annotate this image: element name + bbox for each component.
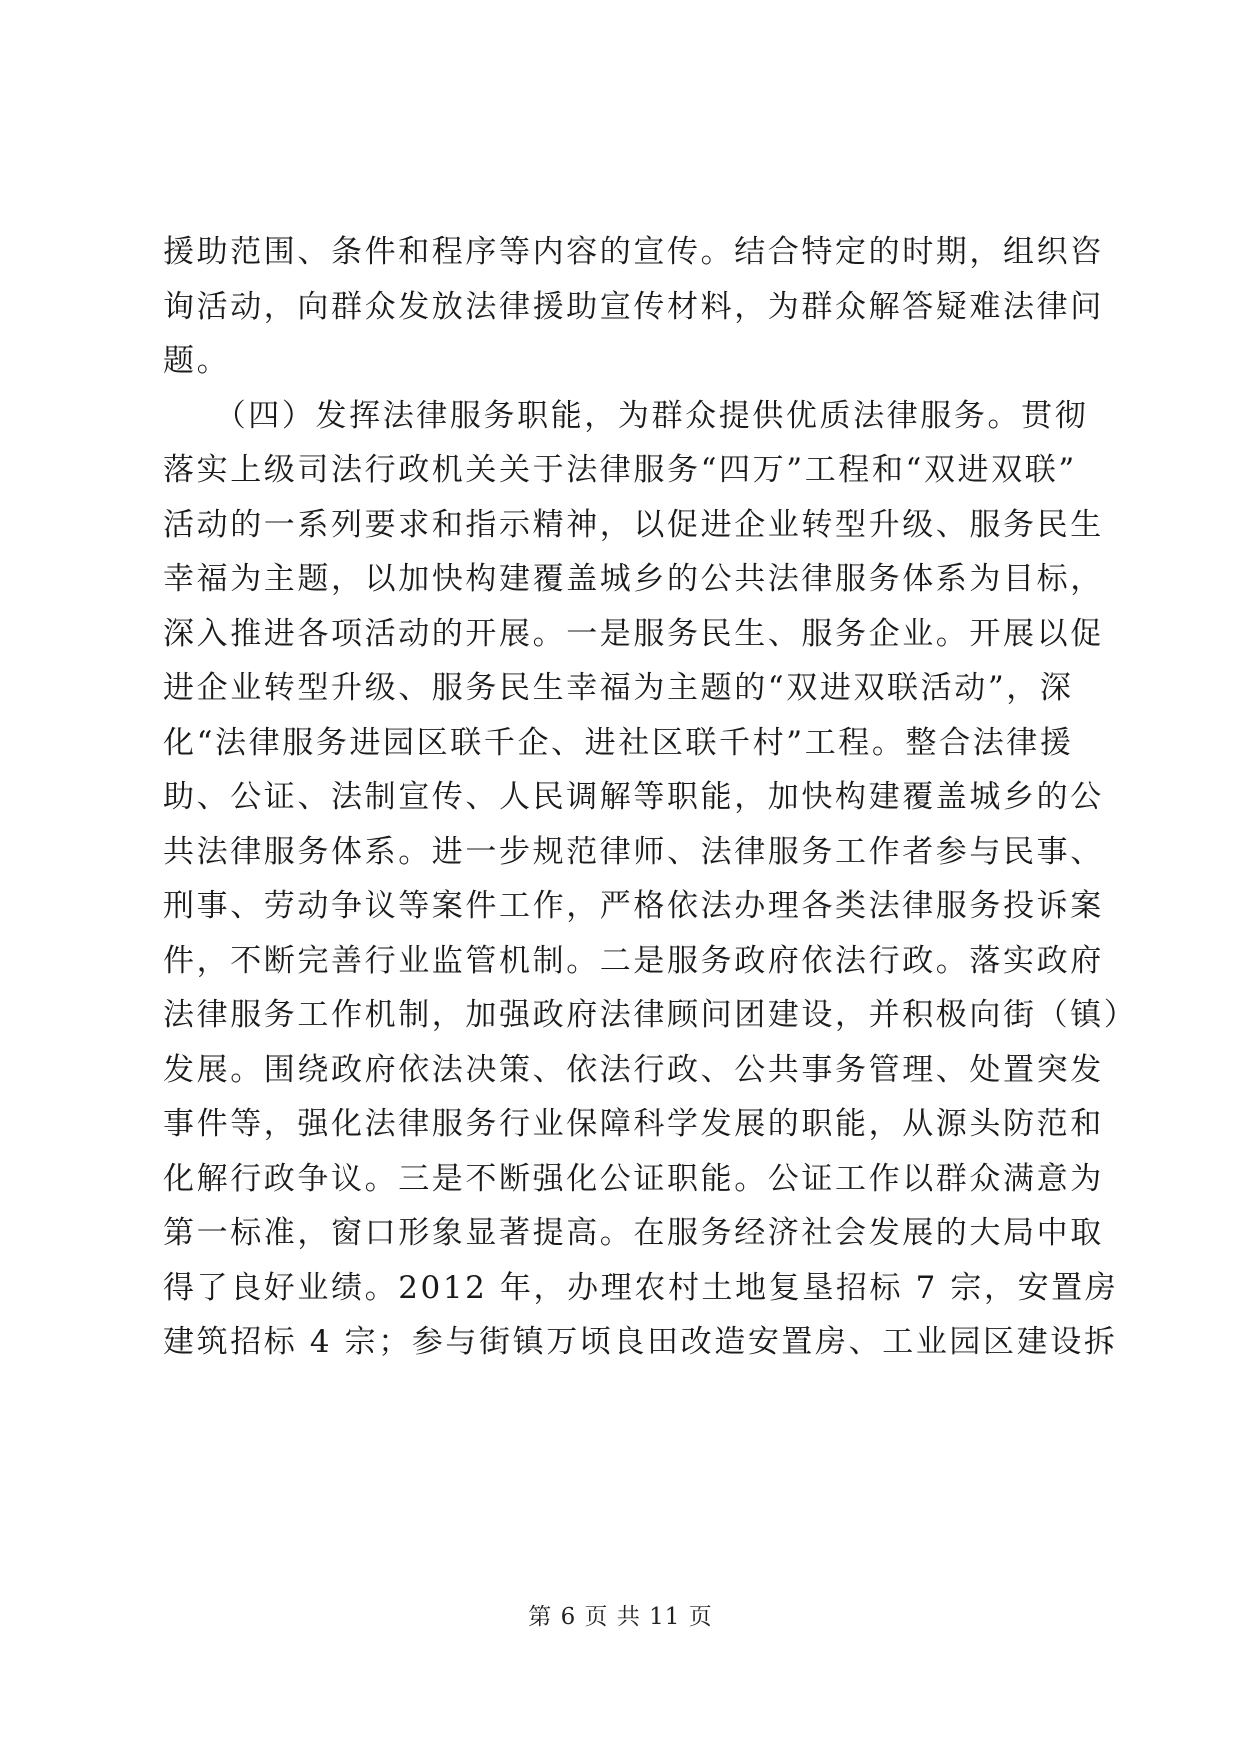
page-number-footer: 第 6 页 共 11 页	[528, 1604, 713, 1630]
text-line: 法律服务工作机制，加强政府法律顾问团建设，并积极向街（镇）	[163, 997, 1138, 1033]
text-line: 件，不断完善行业监管机制。二是服务政府依法行政。落实政府	[163, 942, 1104, 979]
text-line: 第一标准，窗口形象显著提高。在服务经济社会发展的大局中取	[163, 1215, 1104, 1251]
text-line: 进企业转型升级、服务民生幸福为主题的“双进双联活动”，深	[163, 670, 1074, 706]
text-line: 助、公证、法制宣传、人民调解等职能，加快构建覆盖城乡的公	[163, 779, 1104, 815]
text-line: 活动的一系列要求和指示精神，以促进企业转型升级、服务民生	[163, 506, 1104, 543]
document-body	[163, 225, 1138, 1370]
text-line: 询活动，向群众发放法律援助宣传材料，为群众解答疑难法律问	[163, 288, 1104, 325]
text-line: 幸福为主题，以加快构建覆盖城乡的公共法律服务体系为目标，	[163, 561, 1104, 597]
text-line: 援助范围、条件和程序等内容的宣传。结合特定的时期，组织咨	[163, 234, 1104, 270]
text-line: 建筑招标 4 宗；参与街镇万顷良田改造安置房、工业园区建设拆	[163, 1324, 1118, 1360]
text-line: 落实上级司法行政机关关于法律服务“四万”工程和“双进双联”	[163, 452, 1077, 488]
text-line: 发展。围绕政府依法决策、依法行政、公共事务管理、处置突发	[163, 1051, 1104, 1088]
text-line: 题。	[163, 343, 231, 379]
text-line: 化解行政争议。三是不断强化公证职能。公证工作以群众满意为	[163, 1160, 1104, 1197]
text-line: 得了良好业绩。2012 年，办理农村土地复垦招标 7 宗，安置房	[163, 1269, 1119, 1306]
text-line: 化“法律服务进园区联千企、进社区联千村”工程。整合法律援	[163, 724, 1074, 761]
text-line: 共法律服务体系。进一步规范律师、法律服务工作者参与民事、	[163, 833, 1104, 870]
text-line: （四）发挥法律服务职能，为群众提供优质法律服务。贯彻	[163, 397, 1089, 434]
text-line: 事件等，强化法律服务行业保障科学发展的职能，从源头防范和	[163, 1106, 1104, 1142]
text-line: 深入推进各项活动的开展。一是服务民生、服务企业。开展以促	[163, 615, 1104, 652]
text-line: 刑事、劳动争议等案件工作，严格依法办理各类法律服务投诉案	[163, 888, 1104, 924]
